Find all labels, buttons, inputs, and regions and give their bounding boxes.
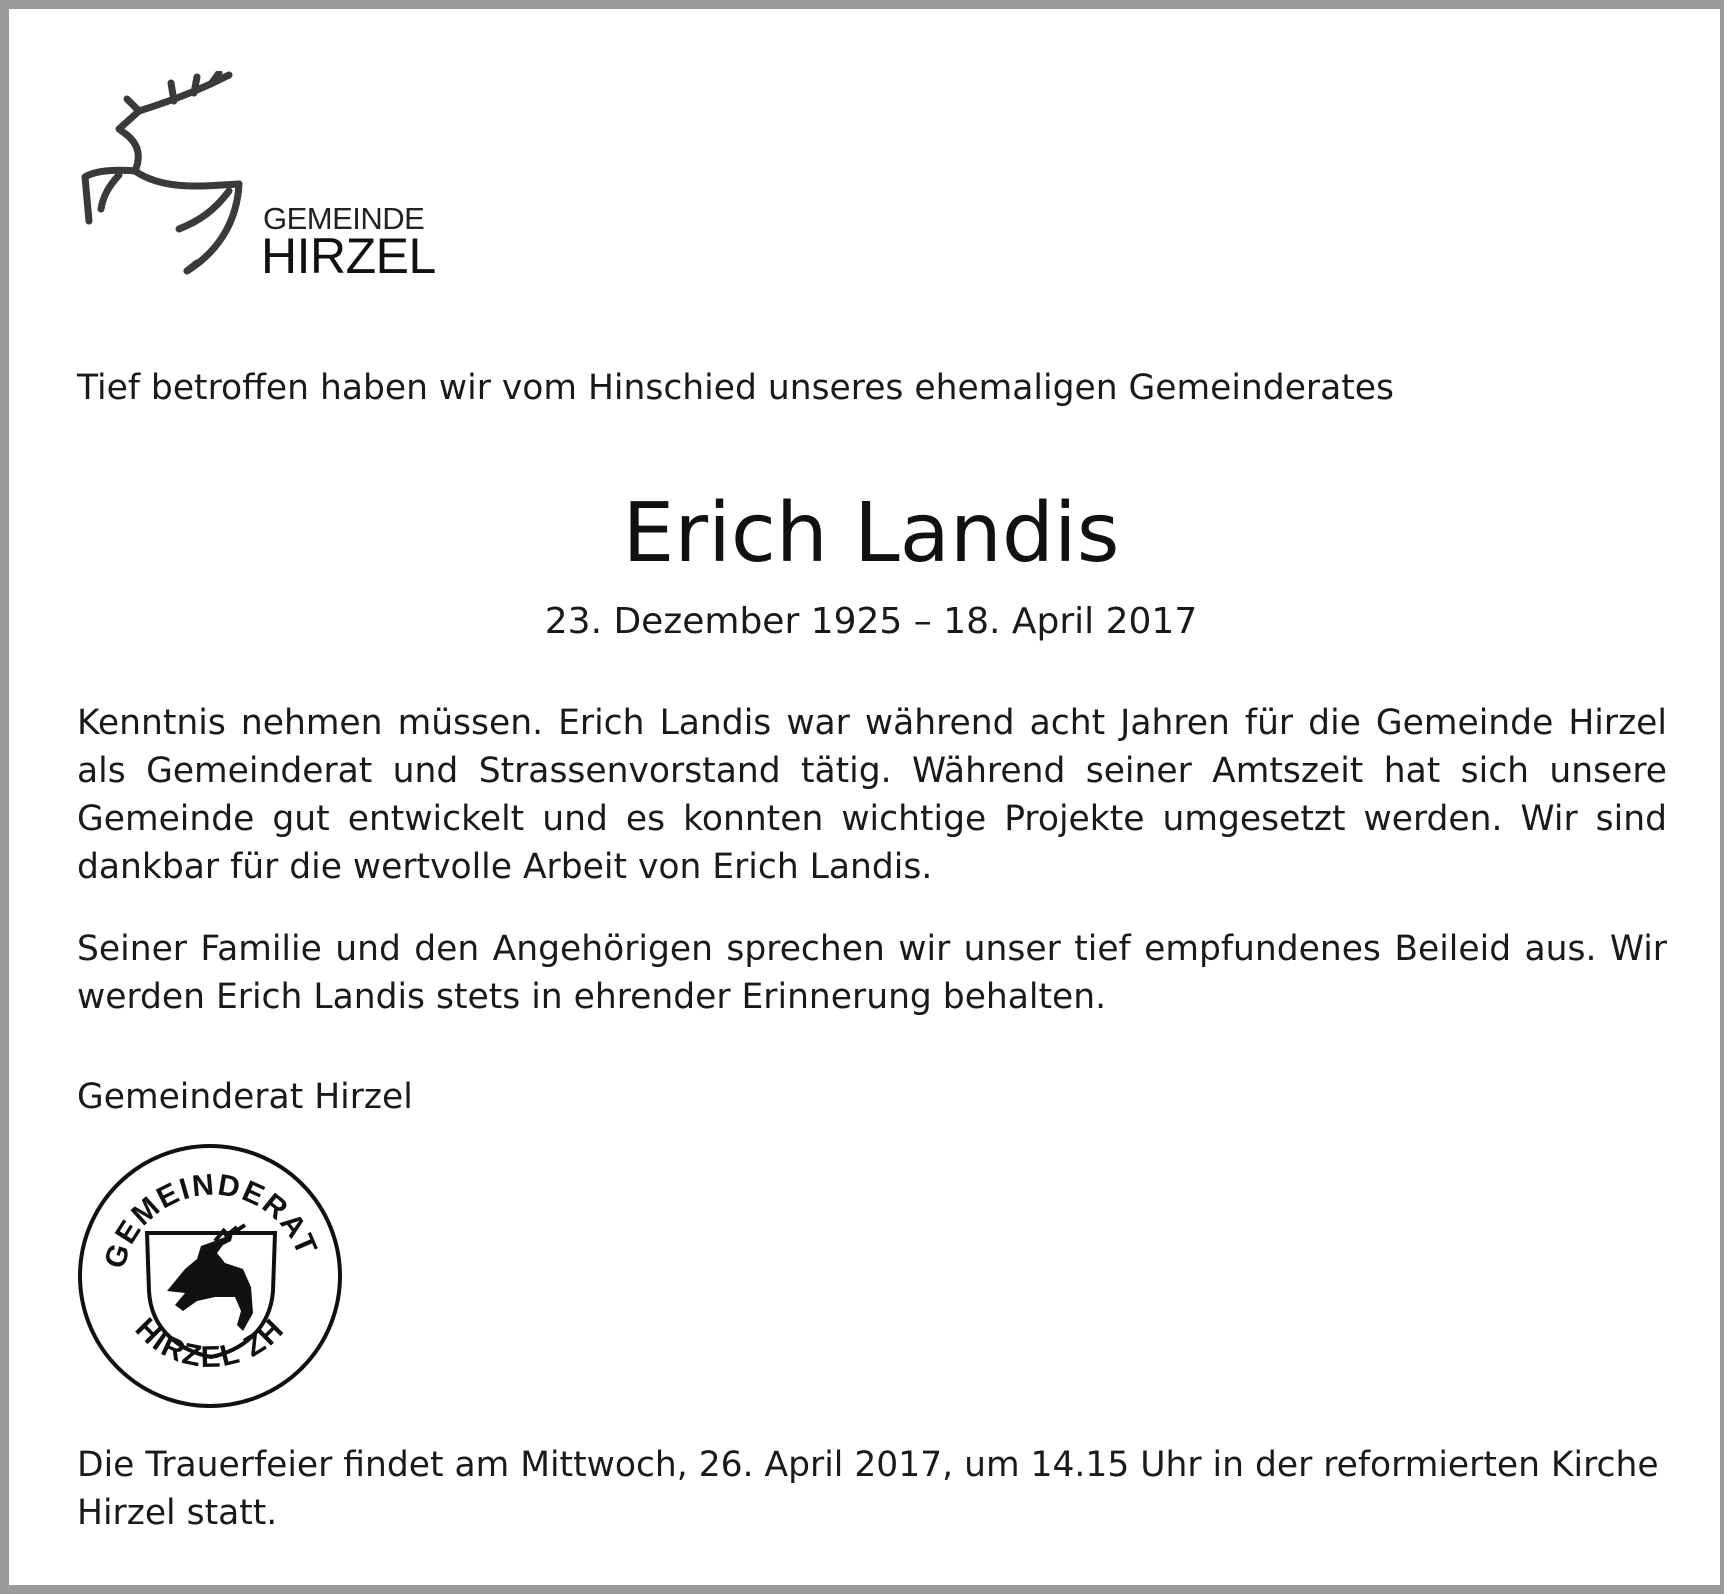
- svg-text:HIRZEL ZH: HIRZEL ZH: [128, 1311, 292, 1374]
- deer-icon: [79, 71, 259, 286]
- body-paragraph-2: Seiner Familie und den Angehörigen sprechen wir unser tief empfundenes Beileid aus. Wir werden Erich Landis stets in ehrender Erinnerung behalten.: [77, 929, 1667, 1017]
- logo-text-hirzel: HIRZEL: [261, 228, 436, 284]
- funeral-info: Die Trauerfeier findet am Mittwoch, 26. April 2017, um 14.15 Uhr in der reformierten Kirche Hirzel statt.: [77, 1445, 1659, 1533]
- svg-text:GEMEINDERAT: GEMEINDERAT: [98, 1168, 324, 1273]
- intro-text: Tief betroffen haben wir vom Hinschied unseres ehemaligen Gemeinderates: [77, 368, 1394, 408]
- deceased-name: Erich Landis: [622, 486, 1120, 581]
- municipality-logo: [79, 71, 479, 291]
- life-dates: 23. Dezember 1925 – 18. April 2017: [544, 601, 1198, 642]
- signature: Gemeinderat Hirzel: [77, 1077, 413, 1117]
- body-paragraph-1: Kenntnis nehmen müssen. Erich Landis war während acht Jahren für die Gemeinde Hirzel als Gemeinderat und Strassenvorstand tätig. Während seiner Amtszeit hat sich unsere Gemeinde gut entwickelt und es konnten wichtige Projekte umgesetzt werden. Wir sind dankbar für die wertvolle Arbeit von Erich Landis.: [77, 703, 1667, 887]
- logo-text-gemeinde: GEMEINDE: [263, 201, 425, 236]
- stamp-seal: [75, 1141, 345, 1411]
